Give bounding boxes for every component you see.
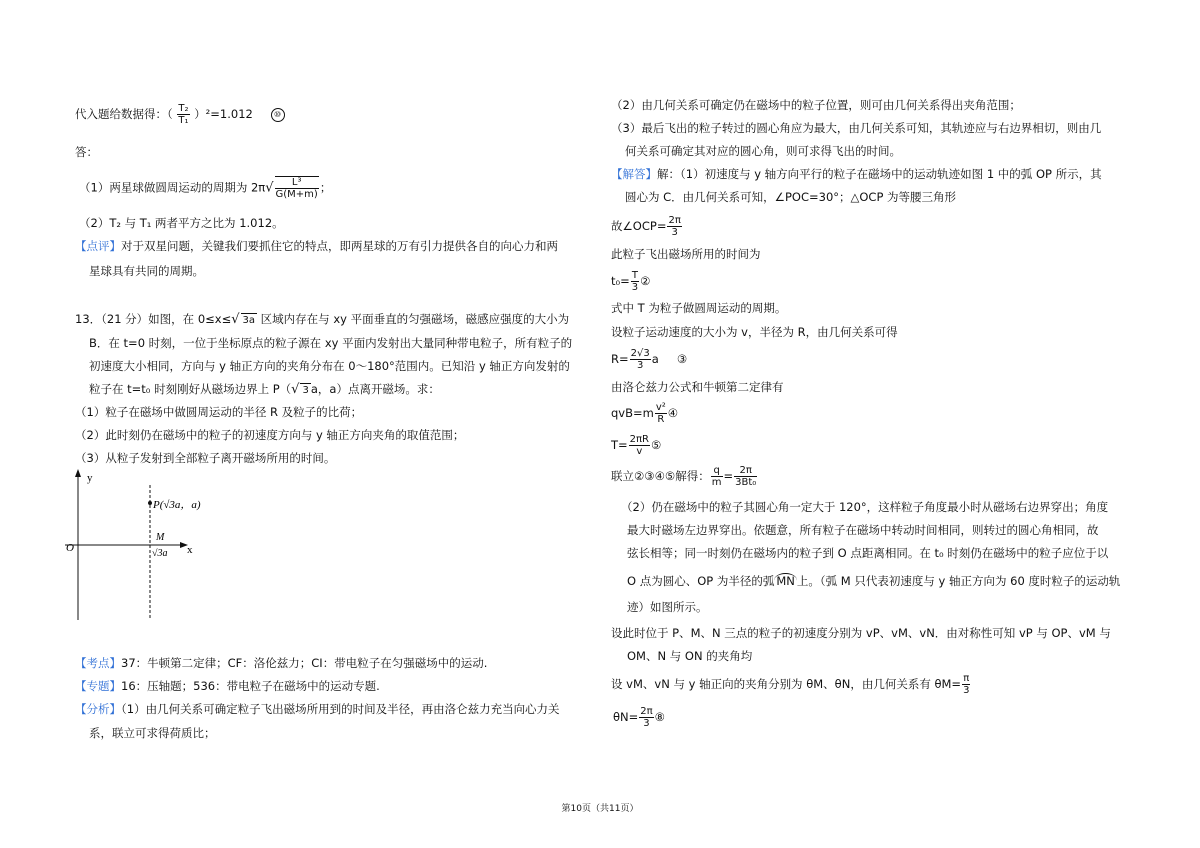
sqrt-sign: √ (265, 180, 274, 196)
analysis-line-2: 系，联立可求得荷质比； (89, 726, 216, 740)
text: （1）两星球做圆周运动的周期为 2π (79, 180, 266, 195)
text: t₀= (611, 274, 630, 288)
eq-number: ② (640, 274, 651, 288)
r-line-3: 何关系可确定其对应的圆心角，则可求得飞出的时间。 (625, 144, 901, 158)
boundary-label: √3a (152, 548, 168, 559)
fraction (275, 176, 319, 200)
topic-tag: 【专题】 (75, 679, 121, 693)
r-line-1: （2）由几何关系可确定仍在磁场中的粒子位置，则可由几何关系得出夹角范围； (611, 98, 1021, 112)
q13-line-3: 初速度大小相同，方向与 y 轴正方向的夹角分布在 0～180°范围内。已知沿 y 轴正方向发射的 (89, 359, 570, 373)
r-line-18: 弦长相等；同一时刻仍在磁场内的粒子到 O 点距离相同。在 t₀ 时刻仍在磁场中的粒子应位于以 (627, 546, 1109, 560)
r-line-21: 设此时位于 P、M、N 三点的粒子的初速度分别为 vP、vM、vN．由对称性可知 vP 与 OP、vM 与 (611, 626, 1111, 640)
numerator: L³ (275, 177, 319, 189)
r-line-16: （2）仍在磁场中的粒子其圆心角一定大于 120°，这样粒子角度最小时从磁场右边界穿出；角度 (621, 500, 1109, 514)
denominator: 3 (631, 282, 639, 293)
answer-label: 答： (75, 145, 98, 159)
q13-line-4 (89, 382, 440, 398)
q13-part-1: （1）粒子在磁场中做圆周运动的半径 R 及粒子的比荷； (75, 405, 363, 419)
r-line-10: 设粒子运动速度的大小为 v，半径为 R，由几何关系可得 (611, 325, 898, 339)
denominator: v (636, 446, 643, 457)
answer-2: （2）T₂ 与 T₁ 两者平方之比为 1.012。 (79, 216, 284, 230)
r-line-20: 迹）如图所示。 (627, 600, 708, 614)
eq-number: ⑧ (654, 710, 665, 724)
text: θN= (613, 710, 639, 724)
r-line-7: 此粒子飞出磁场所用的时间为 (611, 247, 761, 261)
eq-number: ④ (667, 406, 679, 420)
text: ； (319, 180, 332, 195)
fraction (629, 434, 650, 457)
text: 对于双星问题，关键我们要抓住它的特点，即两星球的万有引力提供各自的向心力和两 (121, 239, 558, 253)
q13-line-2: B．在 t=0 时刻，一位于坐标原点的粒子源在 xy 平面内发射出大量同种带电粒子，所有粒子的 (89, 336, 573, 350)
solution-tag: 【解答】 (611, 167, 657, 181)
arc-mn: MN (776, 574, 795, 588)
eq-number: ⑤ (651, 438, 662, 452)
comment-tag: 【点评】 (75, 239, 121, 253)
fraction (962, 673, 970, 696)
numerator: q (711, 465, 723, 477)
solution-line-1 (611, 167, 1102, 181)
denominator: R (657, 414, 665, 425)
fraction (655, 402, 667, 425)
x-label: x (187, 544, 193, 556)
denominator: 3 (963, 685, 970, 696)
eq-number: ③ (676, 352, 688, 366)
fraction (177, 103, 189, 126)
numerator: v² (655, 402, 666, 413)
analysis-tag: 【分析】 (75, 702, 121, 716)
text: 联立②③④⑤解得： (611, 469, 710, 483)
text: qvB=m (611, 406, 654, 420)
denominator: G(M+m) (275, 189, 318, 200)
radicand: 3a (242, 315, 256, 326)
text: T= (611, 438, 628, 452)
denominator: m (711, 477, 722, 488)
text: a (651, 352, 659, 366)
fraction (734, 465, 757, 488)
knowledge-points (75, 656, 487, 670)
text: （1）由几何关系可确定粒子飞出磁场所用到的时间及半径，再由洛仑兹力充当向心力关 (121, 702, 560, 716)
sqrt-sign: √ (291, 382, 300, 397)
point-p (148, 501, 152, 505)
p-label: P(√3a，a) (153, 499, 201, 511)
r-line-22: OM、N 与 ON 的夹角均 (627, 649, 753, 663)
denominator: 3 (671, 227, 678, 238)
r-line-5: 圆心为 C．由几何关系可知，∠POC=30°；△OCP 为等腰三角形 (625, 190, 957, 204)
comment-line-2: 星球具有共同的周期。 (89, 264, 204, 278)
answer-1 (79, 176, 331, 200)
numerator: T₂ (178, 103, 189, 114)
q13-part-2: （2）此时刻仍在磁场中的粒子的初速度方向与 y 轴正方向夹角的取值范围； (75, 428, 465, 442)
denominator: 3 (643, 718, 650, 729)
comment-line-1 (75, 239, 558, 253)
topic (75, 679, 380, 693)
eq-ratio-line (75, 103, 285, 126)
r-line-9: 式中 T 为粒子做圆周运动的周期。 (611, 301, 787, 315)
sqrt-sign: √ (231, 312, 240, 327)
eq-theta-m (611, 673, 971, 696)
text: 13．（21 分）如图，在 0≤x≤ (75, 312, 232, 326)
r-line-2: （3）最后飞出的粒子转过的圆心角应为最大，由几何关系可知，其轨迹应与右边界相切，则由几 (611, 121, 1102, 135)
text: R= (611, 352, 629, 366)
q13-line-1 (75, 312, 569, 328)
r-line-19 (627, 573, 1120, 588)
denominator: T₁ (178, 115, 189, 126)
denominator: 3 (637, 360, 644, 371)
text: 故∠OCP= (611, 219, 667, 233)
eq-number: ⑩ (271, 108, 285, 122)
y-axis-arrow (75, 469, 81, 477)
fraction (639, 706, 653, 729)
eq-lorentz (611, 402, 678, 425)
r-line-12: 由洛仑兹力公式和牛顿第二定律有 (611, 380, 784, 394)
origin-label: O (66, 542, 74, 554)
text: a，a）点离开磁场。求： (310, 382, 440, 396)
text: 上。（弧 M 只代表初速度与 y 轴正方向为 60 度时粒子的运动轨 (796, 574, 1121, 588)
text: ）²=1.012 (194, 107, 253, 121)
eq-radius (611, 348, 687, 371)
numerator: 2πR (629, 434, 650, 445)
numerator: 2π (640, 706, 653, 717)
radicand: 3 (302, 385, 309, 396)
text: 16：压轴题；536：带电粒子在磁场中的运动专题. (121, 679, 380, 693)
text: 区域内存在与 xy 平面垂直的匀强磁场，磁感应强度的大小为 (257, 312, 570, 326)
fraction (667, 215, 681, 238)
q13-part-3: （3）从粒子发射到全部粒子离开磁场所用的时间。 (75, 451, 336, 465)
text: 粒子在 t=t₀ 时刻刚好从磁场边界上 P（ (89, 382, 292, 396)
page-footer: 第10页（共11页） (561, 804, 639, 814)
eq-t0 (611, 270, 650, 293)
r-line-17: 最大时磁场左边界穿出。依题意，所有粒子在磁场中转动时间相同，则转过的圆心角相同，故 (627, 523, 1099, 537)
numerator: 2π (668, 215, 681, 226)
text: 解：（1）初速度与 y 轴方向平行的粒子在磁场中的运动轨迹如图 1 中的弧 OP 所示，其 (657, 167, 1102, 181)
eq-period (611, 434, 661, 457)
fraction (711, 465, 723, 488)
eq-theta-n (613, 706, 665, 729)
text: O 点为圆心、OP 为半径的弧 (627, 574, 775, 588)
numerator: 2π (734, 465, 757, 477)
text: = (723, 469, 734, 483)
denominator: 3Bt₀ (735, 477, 757, 488)
knowledge-tag: 【考点】 (75, 656, 121, 670)
text: 37：牛顿第二定律；CF：洛伦兹力；CI：带电粒子在匀强磁场中的运动. (121, 656, 488, 670)
fraction (631, 270, 639, 293)
fraction (630, 348, 651, 371)
coordinate-figure (60, 465, 240, 625)
text: 代入题给数据得：（ (75, 107, 173, 121)
eq-angle-ocp (611, 215, 683, 238)
m-label: M (156, 532, 165, 543)
numerator: 2√3 (630, 348, 650, 359)
numerator: T (631, 270, 638, 281)
numerator: π (963, 673, 970, 684)
text: 设 vM、vN 与 y 轴正向的夹角分别为 θM、θN，由几何关系有 θM= (611, 677, 962, 691)
analysis-line-1 (75, 702, 560, 716)
eq-charge-mass (611, 465, 758, 488)
y-label: y (87, 472, 93, 484)
